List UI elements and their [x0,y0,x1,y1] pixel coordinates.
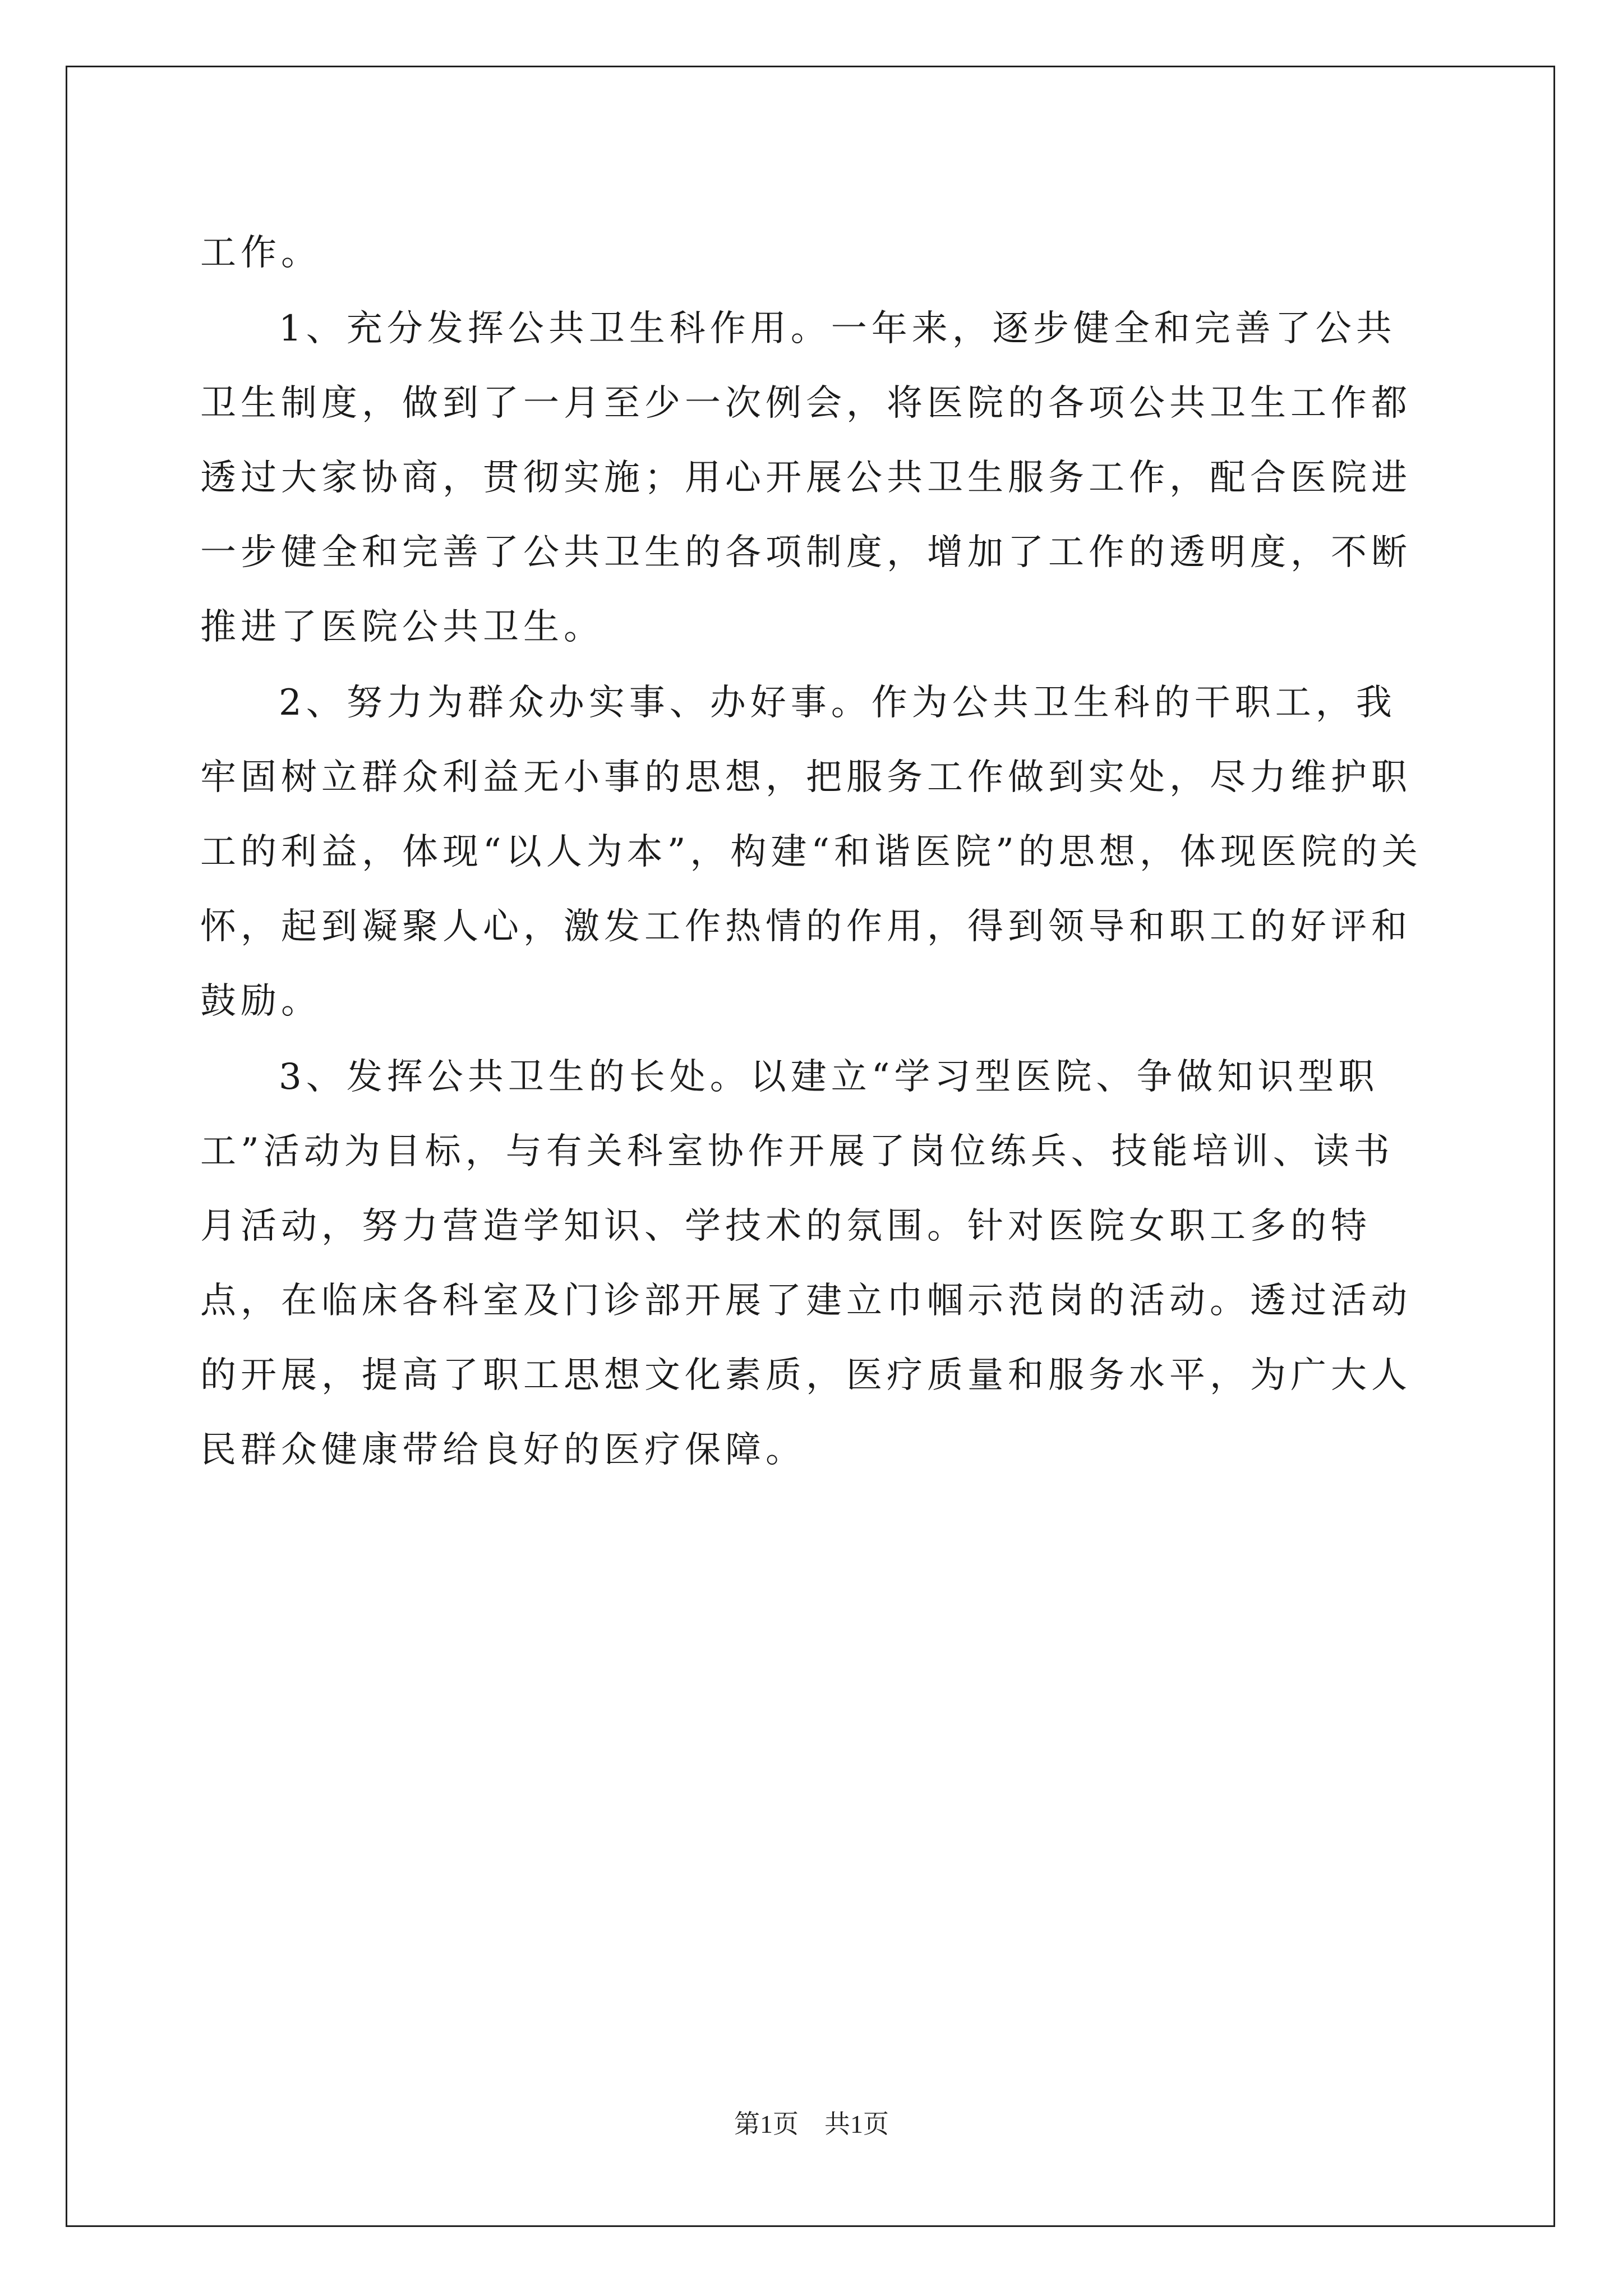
page-footer: 第1页 共1页 [734,2110,889,2138]
paragraph-3: 3、发挥公共卫生的长处。以建立“学习型医院、争做知识型职工”活动为目标，与有关科室协作开展了岗位练兵、技能培训、读书月活动，努力营造学知识、学技术的氛围。针对医院女职工多的特点，在临床各科室及门诊部开展了建立巾帼示范岗的活动。透过活动的开展，提高了职工思想文化素质，医疗质量和服务水平，为广大人民群众健康带给良好的医疗保障。 [200,1056,1412,1471]
paragraph-2: 2、努力为群众办实事、办好事。作为公共卫生科的干职工，我牢固树立群众利益无小事的思想，把服务工作做到实处，尽力维护职工的利益，体现“以人为本”，构建“和谐医院”的思想，体现医院的关怀，起到凝聚人心，激发工作热情的作用，得到领导和职工的好评和鼓励。 [200,682,1422,1022]
paragraph-0: 工作。 [200,232,321,274]
paragraph-1: 1、充分发挥公共卫生科作用。一年来，逐步健全和完善了公共卫生制度，做到了一月至少一次例会，将医院的各项公共卫生工作都透过大家协商，贯彻实施；用心开展公共卫生服务工作，配合医院进一步健全和完善了公共卫生的各项制度，增加了工作的透明度，不断推进了医院公共卫生。 [200,308,1412,648]
document-body [200,216,1434,1489]
